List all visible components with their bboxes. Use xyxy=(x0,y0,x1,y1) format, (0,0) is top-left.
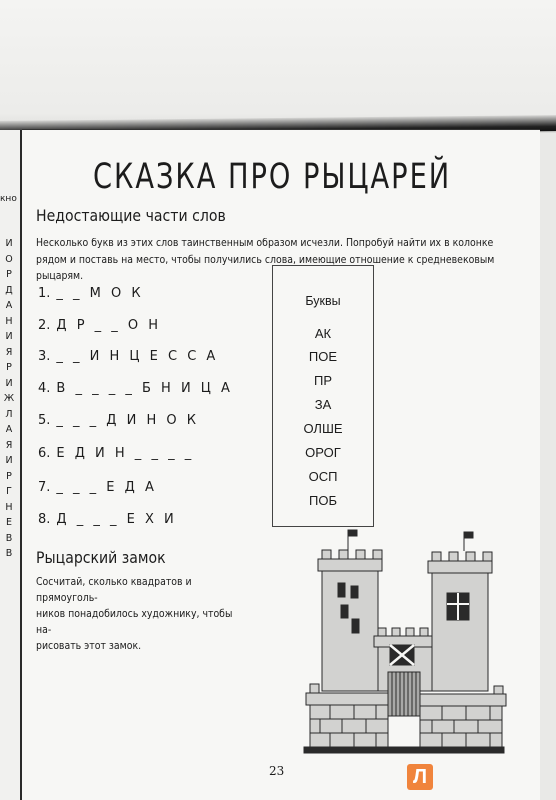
spine-letter: Е xyxy=(5,517,12,528)
letters-box-heading: Буквы xyxy=(305,294,341,308)
puzzle-number: 8. xyxy=(38,512,51,527)
puzzle-text: _ _ И Н Ц Е С С А xyxy=(56,349,219,364)
spine-letter: И xyxy=(5,238,13,249)
castle-text-line: ников понадобилось художнику, чтобы на- xyxy=(36,609,233,636)
spine-letter: Л xyxy=(5,408,13,420)
letter-group: ПОЕ xyxy=(308,349,338,364)
right-tower xyxy=(432,573,488,691)
spine-letter: Н xyxy=(5,315,13,327)
puzzle-text: Д Р _ _ О Н xyxy=(56,318,162,333)
intro-line: рыцарям. xyxy=(36,271,84,282)
spine-letter: Ж xyxy=(3,393,15,404)
spine-letter: Я xyxy=(5,346,13,358)
spine-letter: И xyxy=(5,331,13,342)
puzzle-number: 5. xyxy=(38,413,51,428)
puzzle-text: Д _ _ _ Е Х И xyxy=(56,512,177,527)
puzzle-word xyxy=(38,381,233,396)
castle-text-line: рисовать этот замок. xyxy=(36,641,142,652)
puzzle-word xyxy=(38,286,144,301)
puzzle-word xyxy=(38,413,199,428)
puzzle-word xyxy=(38,480,157,495)
publisher-logo: Л xyxy=(407,764,433,790)
spine-letter-column xyxy=(2,236,16,562)
puzzle-word xyxy=(38,512,177,527)
section-heading-castle: Рыцарский замок xyxy=(36,548,166,567)
puzzle-text: В _ _ _ _ Б Н И Ц А xyxy=(56,381,233,396)
spine-letter: А xyxy=(5,424,13,435)
spine-letter: Р xyxy=(6,269,12,280)
puzzle-text: _ _ _ Д И Н О К xyxy=(56,413,199,428)
spine-letter: И xyxy=(5,377,13,389)
previous-page-edge xyxy=(0,0,556,133)
letter-group: ЗА xyxy=(314,397,332,412)
spine-letter: В xyxy=(5,548,13,559)
left-tower-top xyxy=(318,559,382,571)
flag xyxy=(348,530,357,536)
puzzle-word xyxy=(38,446,194,461)
puzzle-number: 3. xyxy=(38,349,51,364)
spine-letter: Д xyxy=(5,284,13,296)
puzzle-text: _ _ М О К xyxy=(56,286,144,301)
page-number: 23 xyxy=(269,764,285,778)
letter-group: ПОБ xyxy=(309,493,337,508)
puzzle-text: Е Д И Н _ _ _ _ xyxy=(56,446,195,461)
spine-letter: О xyxy=(5,253,13,265)
puzzle-number: 7. xyxy=(38,480,51,495)
castle-task-text xyxy=(36,575,249,655)
spine-fragment: кно xyxy=(0,194,17,204)
right-tower-top xyxy=(428,561,492,573)
puzzle-number: 6. xyxy=(38,446,51,461)
spine-letter: Я xyxy=(5,439,13,451)
letter-group: ОСП xyxy=(308,469,338,484)
spine-letter: Г xyxy=(6,486,12,497)
spine-letter: И xyxy=(5,455,13,466)
puzzle-word xyxy=(38,318,161,333)
letters-box xyxy=(272,265,374,527)
castle-base xyxy=(304,747,504,753)
flag xyxy=(464,532,473,538)
intro-line: рядом и поставь на место, чтобы получились слова, имеющие отношение к средневековым xyxy=(36,254,495,266)
letter-group: ПР xyxy=(313,373,332,388)
puzzle-number: 2. xyxy=(38,318,51,333)
letter-group: ОРОГ xyxy=(305,445,341,460)
section-heading-missing-parts: Недостающие части слов xyxy=(36,206,226,225)
spine-letter: Н xyxy=(5,501,13,513)
castle-illustration xyxy=(296,526,510,756)
spine-letter: Р xyxy=(6,362,12,373)
puzzle-number: 4. xyxy=(38,381,51,396)
left-tower xyxy=(322,571,378,691)
letter-group: АК xyxy=(314,326,332,341)
intro-line: Несколько букв из этих слов таинственным образом исчезли. Попробуй найти их в колонке xyxy=(36,238,494,249)
puzzle-number: 1. xyxy=(38,286,51,301)
puzzle-text: _ _ _ Е Д А xyxy=(56,480,157,495)
page-title: СКАЗКА ПРО РЫЦАРЕЙ xyxy=(93,157,452,197)
castle-text-line: Сосчитай, сколько квадратов и прямоуголь- xyxy=(36,577,192,604)
spine-letter: В xyxy=(5,532,13,544)
spine-letter: А xyxy=(5,300,13,311)
spine-letter: Р xyxy=(6,470,12,482)
puzzle-word xyxy=(38,349,218,364)
letter-group: ОЛШЕ xyxy=(303,421,343,436)
